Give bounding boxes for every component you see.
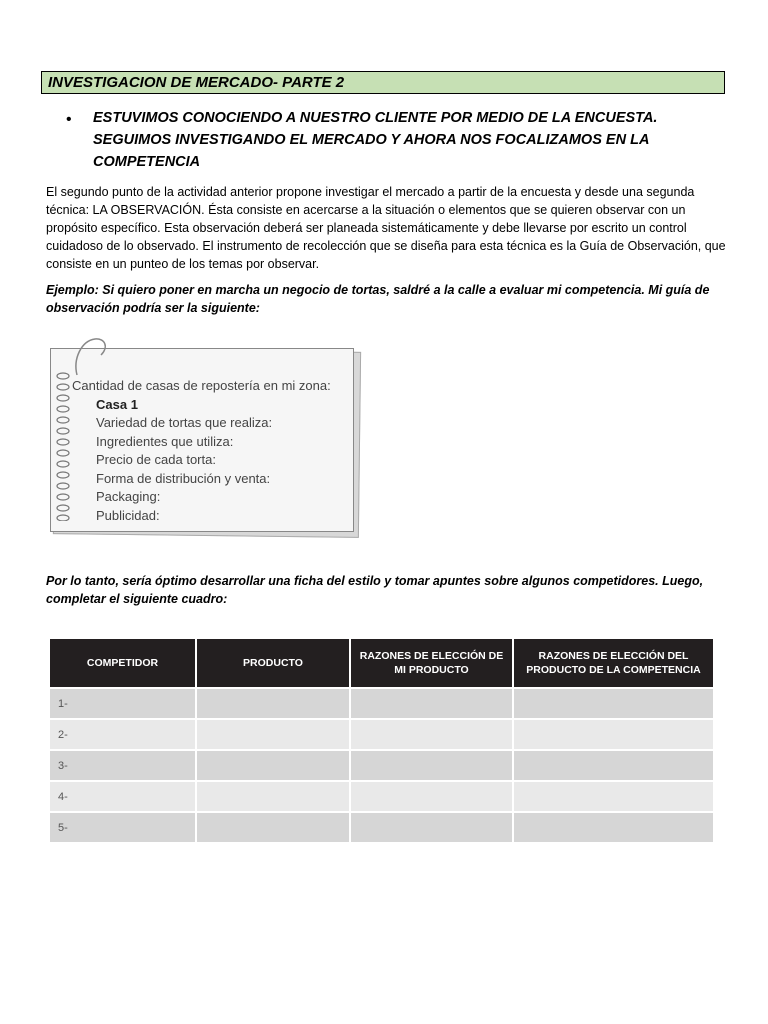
spiral-binding-icon [53, 371, 73, 521]
table-cell[interactable] [350, 812, 513, 842]
row-number[interactable]: 2- [50, 719, 196, 750]
table-cell[interactable] [196, 719, 350, 750]
table-cell[interactable] [513, 781, 713, 812]
observation-guide-note [42, 344, 362, 540]
table-cell[interactable] [196, 750, 350, 781]
table-row [50, 812, 713, 842]
header-razones-competencia: RAZONES DE ELECCIÓN DEL PRODUCTO DE LA COMPETENCIA [513, 639, 713, 688]
note-item: Variedad de tortas que realiza: [96, 415, 273, 430]
table-cell[interactable] [513, 812, 713, 842]
table-cell[interactable] [196, 812, 350, 842]
table-cell[interactable] [513, 750, 713, 781]
row-number[interactable]: 4- [50, 781, 196, 812]
bullet-point [66, 107, 706, 173]
table-cell[interactable] [350, 781, 513, 812]
note-item: Publicidad: [96, 507, 160, 523]
note-content [72, 377, 331, 525]
table-row [50, 750, 713, 781]
table-cell[interactable] [196, 688, 350, 719]
table-header-row [50, 639, 713, 688]
table-row [50, 688, 713, 719]
note-heading: Cantidad de casas de repostería en mi zona: [72, 378, 331, 393]
bullet-dot-icon: • [66, 111, 72, 128]
row-number[interactable]: 5- [50, 812, 196, 842]
row-number[interactable]: 1- [50, 688, 196, 719]
table-cell[interactable] [350, 719, 513, 750]
table-cell[interactable] [350, 688, 513, 719]
table-cell[interactable] [196, 781, 350, 812]
conclusion-text: Por lo tanto, sería óptimo desarrollar una ficha del estilo y tomar apuntes sobre algunos competidores. Luego, completar el siguiente cuadro: [46, 574, 704, 606]
header-competidor: COMPETIDOR [50, 639, 196, 688]
header-razones-mi-producto: RAZONES DE ELECCIÓN DE MI PRODUCTO [350, 639, 513, 688]
table-cell[interactable] [513, 719, 713, 750]
header-producto: PRODUCTO [196, 639, 350, 688]
page-title: INVESTIGACION DE MERCADO- PARTE 2 [41, 71, 725, 94]
intro-paragraph: El segundo punto de la actividad anterior propone investigar el mercado a partir de la encuesta y desde una segunda técnica: LA OBSERVACIÓN. Ésta consiste en acercarse a la situación o elementos que se quieren observar con un propósito específico. Esta observación deberá ser planeada sistemáticamente y debe llevarse por escrito un control cuidadoso de lo observado. El instrumento de recolección que se diseña para esta técnica es la Guía de Observación, que consiste en un punteo de los temas por observar. [46, 185, 726, 271]
note-item: Precio de cada torta: [96, 452, 216, 467]
example-text: Ejemplo: Si quiero poner en marcha un negocio de tortas, saldré a la calle a evaluar mi competencia. Mi guía de observación podría ser la siguiente: [46, 283, 710, 315]
table-cell[interactable] [513, 688, 713, 719]
note-item: Packaging: [96, 489, 161, 504]
note-casa-label: Casa 1 [96, 396, 138, 412]
competitor-table [50, 639, 713, 842]
bullet-text: ESTUVIMOS CONOCIENDO A NUESTRO CLIENTE POR MEDIO DE LA ENCUESTA. SEGUIMOS INVESTIGANDO EL MERCADO Y AHORA NOS FOCALIZAMOS EN LA COMPETENCIA [93, 110, 658, 170]
note-clip-icon [71, 335, 111, 379]
table-row [50, 719, 713, 750]
row-number[interactable]: 3- [50, 750, 196, 781]
note-item: Ingredientes que utiliza: [96, 433, 234, 449]
note-item: Forma de distribución y venta: [96, 470, 271, 486]
table-cell[interactable] [350, 750, 513, 781]
note-paper [50, 348, 354, 532]
table-row [50, 781, 713, 812]
